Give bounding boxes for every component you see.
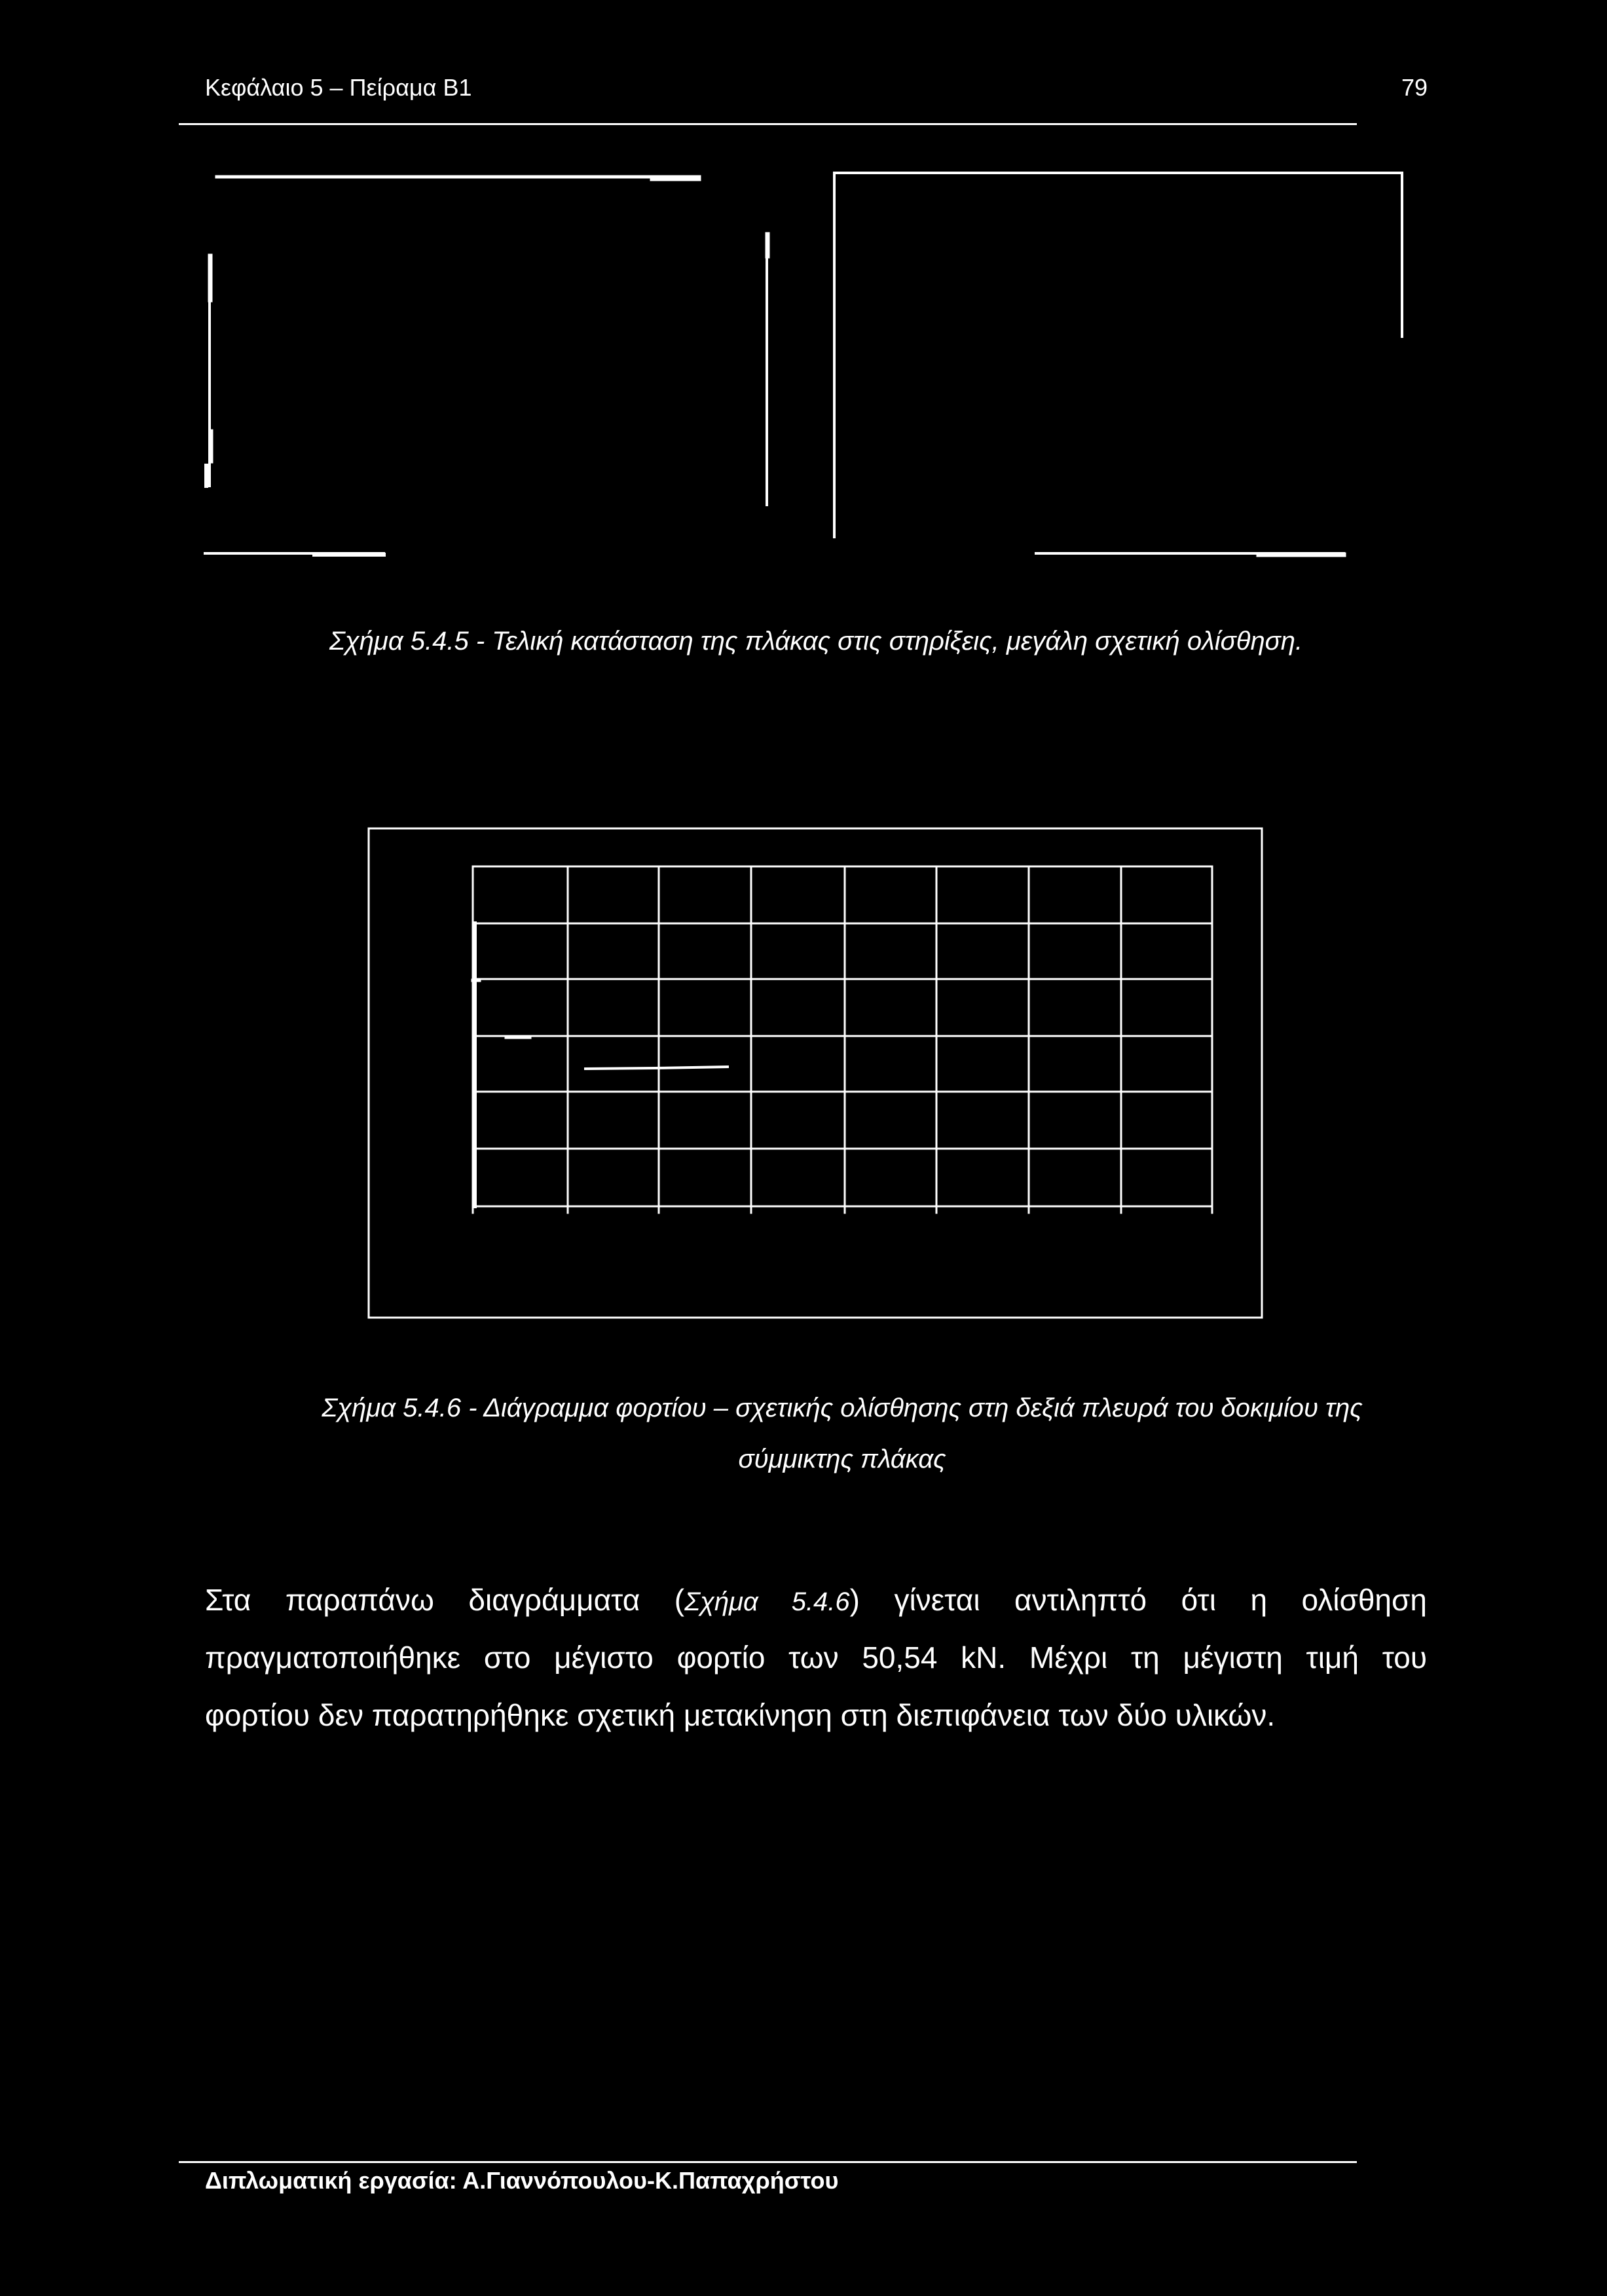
page-number: 79 (1401, 74, 1428, 101)
diagram-grid (473, 866, 1212, 1213)
figure-5-4-6-caption-line: σύμμικτης πλάκας (738, 1445, 946, 1473)
paragraph-line: πραγματοποιήθηκε στο μέγιστο φορτίο των 50,54 kN. Μέχρι τη μέγιστη τιμή του (205, 1640, 1427, 1675)
figure-5-4-5-right-photo (834, 173, 1402, 555)
figure-reference: Σχήμα 5.4.6 (684, 1587, 850, 1616)
chapter-title: Κεφάλαιο 5 – Πείραμα Β1 (205, 74, 472, 101)
figure-5-4-5-caption: Σχήμα 5.4.5 - Τελική κατάσταση της πλάκας στις στηρίξεις, μεγάλη σχετική ολίσθηση. (329, 627, 1303, 656)
footer-credit: Διπλωματική εργασία: Α.Γιαννόπουλου-Κ.Παπαχρήστου (205, 2167, 839, 2194)
paragraph-text: Στα παραπάνω διαγράμματα ( (205, 1583, 685, 1617)
load-slip-trace (585, 1067, 728, 1069)
paragraph-line (205, 1571, 1427, 1629)
figure-5-4-6-caption (231, 1392, 1453, 1494)
footer-divider (179, 2161, 1357, 2163)
figure-5-4-5-left-photo (205, 177, 767, 555)
diagram-frame (369, 828, 1262, 1318)
header-divider (179, 123, 1357, 125)
figure-5-4-5 (205, 173, 1402, 555)
paragraph-line: φορτίου δεν παρατηρήθηκε σχετική μετακίνηση στη διεπιφάνεια των δύο υλικών. (205, 1698, 1276, 1732)
figure-5-4-6-caption-line: Σχήμα 5.4.6 - Διάγραμμα φορτίου – σχετικής ολίσθησης στη δεξιά πλευρά του δοκιμίου της (322, 1394, 1363, 1422)
paragraph-text: ) γίνεται αντιληπτό ότι η ολίσθηση (849, 1583, 1427, 1617)
figure-5-4-6-diagram (369, 828, 1262, 1318)
body-paragraph (205, 1571, 1427, 1744)
